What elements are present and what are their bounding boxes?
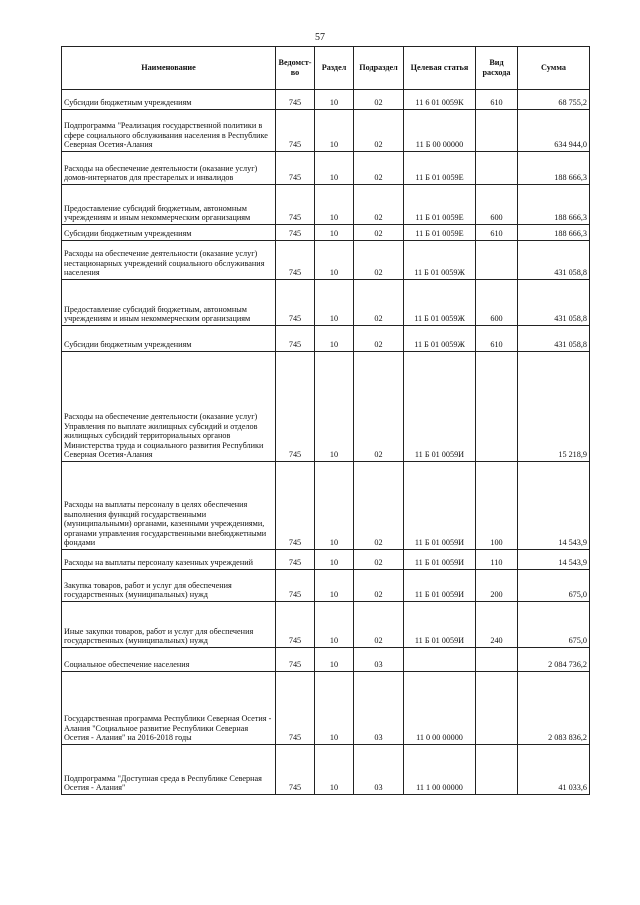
cell-sum: 431 058,8 [518,326,590,352]
cell-section: 10 [315,352,354,462]
cell-subsection: 02 [354,110,404,152]
cell-target: 11 Б 01 0059Е [404,185,476,225]
cell-dept: 745 [276,602,315,648]
cell-section: 10 [315,745,354,795]
cell-section: 10 [315,152,354,185]
cell-target: 11 Б 01 0059И [404,462,476,550]
cell-section: 10 [315,225,354,241]
cell-name: Подпрограмма "Реализация государственной политики в сфере социального обслуживания населения в Республике Северная Осетия-Алания [62,110,276,152]
cell-subsection: 02 [354,602,404,648]
cell-target: 11 0 00 00000 [404,672,476,745]
table-row [62,672,590,745]
cell-target: 11 Б 01 0059Ж [404,326,476,352]
cell-section: 10 [315,550,354,570]
cell-type: 100 [476,462,518,550]
table-row [62,570,590,602]
cell-name: Расходы на выплаты персоналу казенных учреждений [62,550,276,570]
cell-section: 10 [315,648,354,672]
cell-type: 600 [476,280,518,326]
table-row [62,550,590,570]
cell-type: 110 [476,550,518,570]
cell-sum: 431 058,8 [518,241,590,280]
cell-sum: 14 543,9 [518,550,590,570]
table-row [62,602,590,648]
cell-dept: 745 [276,570,315,602]
cell-dept: 745 [276,241,315,280]
cell-section: 10 [315,602,354,648]
cell-sum: 68 755,2 [518,90,590,110]
cell-name: Закупка товаров, работ и услуг для обеспечения государственных (муниципальных) нужд [62,570,276,602]
cell-type [476,352,518,462]
table-row [62,352,590,462]
table-header-row [62,47,590,90]
cell-name: Социальное обеспечение населения [62,648,276,672]
budget-table [61,46,590,795]
cell-section: 10 [315,90,354,110]
cell-sum: 2 084 736,2 [518,648,590,672]
cell-target: 11 Б 01 0059И [404,570,476,602]
cell-sum: 188 666,3 [518,225,590,241]
cell-sum: 41 033,6 [518,745,590,795]
header-target: Целевая статья [404,47,476,90]
cell-section: 10 [315,570,354,602]
cell-section: 10 [315,241,354,280]
cell-name: Предоставление субсидий бюджетным, автономным учреждениям и иным некоммерческим организациям [62,185,276,225]
cell-target: 11 Б 01 0059И [404,602,476,648]
cell-type: 240 [476,602,518,648]
cell-subsection: 02 [354,185,404,225]
cell-name: Субсидии бюджетным учреждениям [62,326,276,352]
page-number: 57 [315,32,325,43]
cell-target: 11 Б 01 0059Ж [404,241,476,280]
cell-dept: 745 [276,352,315,462]
table-row [62,326,590,352]
table-row [62,745,590,795]
cell-type: 200 [476,570,518,602]
cell-type: 600 [476,185,518,225]
cell-dept: 745 [276,648,315,672]
cell-name: Расходы на обеспечение деятельности (оказание услуг) Управления по выплате жилищных субсидий и отделов жилищных субсидий территориальных органов Министерства труда и социального развития Республики Северная Осетия-Алания [62,352,276,462]
cell-section: 10 [315,110,354,152]
header-dept: Ведомст-во [276,47,315,90]
cell-subsection: 02 [354,570,404,602]
header-name: Наименование [62,47,276,90]
header-sum: Сумма [518,47,590,90]
cell-dept: 745 [276,225,315,241]
header-section: Раздел [315,47,354,90]
cell-name: Государственная программа Республики Северная Осетия - Алания "Социальное развитие Республики Северная Осетия - Алания" на 2016-2018 годы [62,672,276,745]
cell-sum: 188 666,3 [518,152,590,185]
cell-type [476,152,518,185]
cell-dept: 745 [276,90,315,110]
header-subsection: Подраздел [354,47,404,90]
cell-target: 11 Б 01 0059И [404,352,476,462]
table-row [62,152,590,185]
cell-type [476,672,518,745]
cell-target: 11 Б 01 0059Ж [404,280,476,326]
header-type: Вид расхода [476,47,518,90]
cell-sum: 2 083 836,2 [518,672,590,745]
cell-sum: 431 058,8 [518,280,590,326]
cell-section: 10 [315,326,354,352]
table-row [62,225,590,241]
cell-target: 11 Б 01 0059Е [404,152,476,185]
cell-dept: 745 [276,152,315,185]
cell-type [476,648,518,672]
cell-target: 11 1 00 00000 [404,745,476,795]
cell-sum: 14 543,9 [518,462,590,550]
cell-type: 610 [476,225,518,241]
cell-subsection: 03 [354,672,404,745]
cell-name: Подпрограмма "Доступная среда в Республике Северная Осетия - Алания" [62,745,276,795]
cell-type: 610 [476,90,518,110]
cell-subsection: 03 [354,648,404,672]
cell-subsection: 03 [354,745,404,795]
cell-dept: 745 [276,185,315,225]
table-row [62,185,590,225]
cell-target: 11 Б 01 0059И [404,550,476,570]
cell-subsection: 02 [354,550,404,570]
cell-dept: 745 [276,550,315,570]
cell-name: Расходы на выплаты персоналу в целях обеспечения выполнения функций государственными (муниципальными) органами, казенными учреждениями, органами управления государственными внебюджетными фондами [62,462,276,550]
cell-type [476,241,518,280]
table-row [62,280,590,326]
cell-target [404,648,476,672]
cell-name: Субсидии бюджетным учреждениям [62,90,276,110]
cell-name: Расходы на обеспечение деятельности (оказание услуг) нестационарных учреждений социального обслуживания населения [62,241,276,280]
cell-name: Субсидии бюджетным учреждениям [62,225,276,241]
cell-sum: 675,0 [518,570,590,602]
cell-subsection: 02 [354,241,404,280]
cell-dept: 745 [276,672,315,745]
cell-section: 10 [315,672,354,745]
cell-type: 610 [476,326,518,352]
cell-target: 11 Б 01 0059Е [404,225,476,241]
cell-subsection: 02 [354,352,404,462]
table-row [62,648,590,672]
cell-subsection: 02 [354,462,404,550]
cell-sum: 634 944,0 [518,110,590,152]
cell-sum: 675,0 [518,602,590,648]
table-row [62,241,590,280]
cell-dept: 745 [276,462,315,550]
cell-name: Предоставление субсидий бюджетным, автономным учреждениям и иным некоммерческим организациям [62,280,276,326]
table-row [62,90,590,110]
cell-section: 10 [315,280,354,326]
cell-name: Расходы на обеспечение деятельности (оказание услуг) домов-интернатов для престарелых и инвалидов [62,152,276,185]
cell-subsection: 02 [354,280,404,326]
cell-dept: 745 [276,326,315,352]
cell-dept: 745 [276,280,315,326]
cell-sum: 188 666,3 [518,185,590,225]
cell-target: 11 6 01 0059К [404,90,476,110]
cell-dept: 745 [276,110,315,152]
cell-subsection: 02 [354,326,404,352]
cell-subsection: 02 [354,152,404,185]
cell-subsection: 02 [354,225,404,241]
cell-name: Иные закупки товаров, работ и услуг для обеспечения государственных (муниципальных) нужд [62,602,276,648]
cell-section: 10 [315,185,354,225]
cell-dept: 745 [276,745,315,795]
table-row [62,462,590,550]
cell-subsection: 02 [354,90,404,110]
cell-type [476,745,518,795]
cell-type [476,110,518,152]
cell-target: 11 Б 00 00000 [404,110,476,152]
table-row [62,110,590,152]
cell-section: 10 [315,462,354,550]
cell-sum: 15 218,9 [518,352,590,462]
